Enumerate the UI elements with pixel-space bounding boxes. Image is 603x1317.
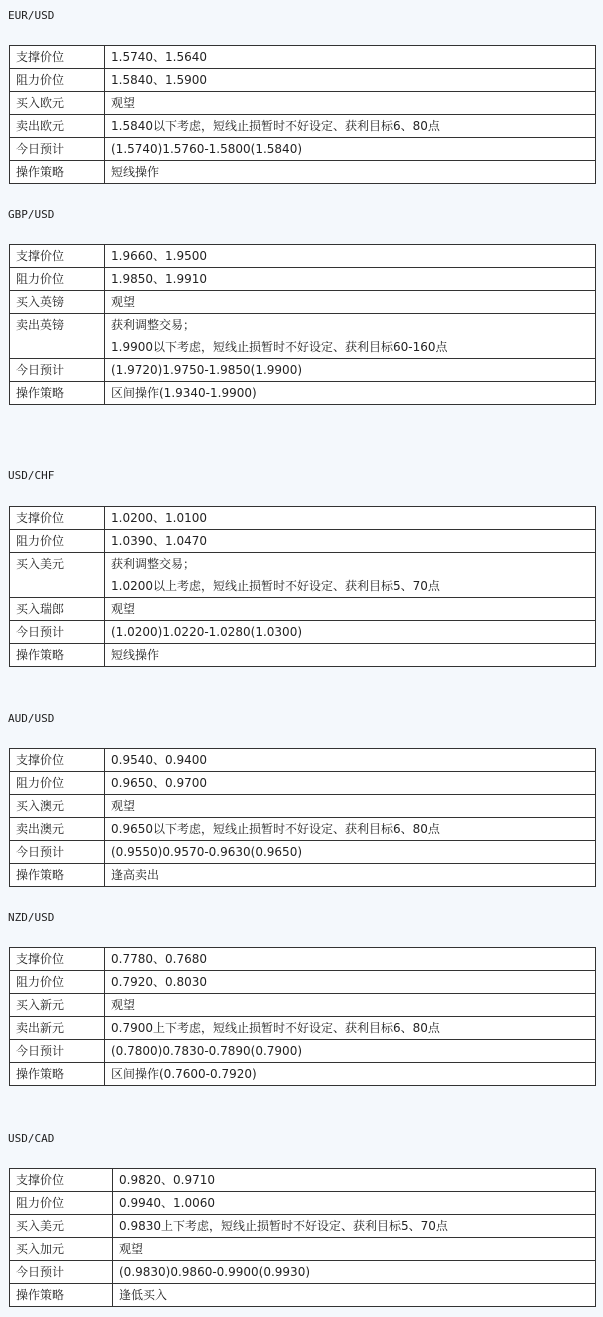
row-label: 阻力价位 — [10, 971, 105, 994]
row-value — [105, 749, 596, 772]
strategy-table — [9, 748, 596, 887]
strategy-table — [9, 45, 596, 184]
table-row — [10, 553, 596, 598]
row-label: 操作策略 — [10, 161, 105, 184]
row-label: 支撑价位 — [10, 1169, 113, 1192]
row-value — [105, 46, 596, 69]
row-label: 支撑价位 — [10, 749, 105, 772]
row-label: 操作策略 — [10, 864, 105, 887]
row-label: 买入加元 — [10, 1238, 113, 1261]
table-row — [10, 291, 596, 314]
row-label: 买入美元 — [10, 1215, 113, 1238]
row-value-line: 0.9650、0.9700 — [111, 776, 207, 790]
row-value — [105, 841, 596, 864]
table-row — [10, 1238, 596, 1261]
table-row — [10, 1284, 596, 1307]
table-row — [10, 507, 596, 530]
row-value-line: 1.0390、1.0470 — [111, 534, 207, 548]
row-value-line: 逢高卖出 — [111, 868, 160, 882]
table-row — [10, 948, 596, 971]
row-value-line: 短线操作 — [111, 648, 160, 662]
table-row — [10, 245, 596, 268]
row-value-line: 0.9650以下考虑，短线止损暂时不好设定、获利目标6、80点 — [111, 822, 440, 836]
row-value-line: 0.9540、0.9400 — [111, 753, 207, 767]
row-value — [105, 138, 596, 161]
row-value — [105, 1063, 596, 1086]
row-value-line: 获利调整交易； — [111, 557, 196, 571]
table-row — [10, 818, 596, 841]
row-label: 阻力价位 — [10, 530, 105, 553]
row-label: 阻力价位 — [10, 268, 105, 291]
row-label: 阻力价位 — [10, 772, 105, 795]
table-row — [10, 530, 596, 553]
row-value — [113, 1284, 596, 1307]
row-value-line: 1.5740、1.5640 — [111, 50, 207, 64]
row-value — [105, 245, 596, 268]
row-label: 卖出澳元 — [10, 818, 105, 841]
row-label: 支撑价位 — [10, 245, 105, 268]
table-row — [10, 1017, 596, 1040]
row-label: 买入瑞郎 — [10, 598, 105, 621]
row-value — [105, 772, 596, 795]
table-row — [10, 841, 596, 864]
row-label: 今日预计 — [10, 621, 105, 644]
table-row — [10, 772, 596, 795]
row-value — [105, 92, 596, 115]
table-row — [10, 1192, 596, 1215]
row-value-line: 1.0200、1.0100 — [111, 511, 207, 525]
row-value — [105, 621, 596, 644]
row-value-line: (1.9720)1.9750-1.9850(1.9900) — [111, 363, 303, 377]
row-value-line: 0.7900上下考虑，短线止损暂时不好设定、获利目标6、80点 — [111, 1021, 440, 1035]
currency-pair-title: USD/CHF — [8, 469, 55, 482]
table-row — [10, 115, 596, 138]
row-value-line: 1.5840、1.5900 — [111, 73, 207, 87]
row-label: 支撑价位 — [10, 507, 105, 530]
row-value-line: 1.5840以下考虑，短线止损暂时不好设定、获利目标6、80点 — [111, 119, 440, 133]
row-value-line: 1.9850、1.9910 — [111, 272, 207, 286]
row-value-line: (1.0200)1.0220-1.0280(1.0300) — [111, 625, 303, 639]
table-row — [10, 314, 596, 359]
row-value-line: (0.9830)0.9860-0.9900(0.9930) — [119, 1265, 311, 1279]
row-label: 阻力价位 — [10, 69, 105, 92]
table-row — [10, 359, 596, 382]
row-value-line: 观望 — [111, 602, 136, 616]
row-value — [105, 382, 596, 405]
table-row — [10, 864, 596, 887]
row-value — [105, 795, 596, 818]
row-value-line: 0.9830上下考虑，短线止损暂时不好设定、获利目标5、70点 — [119, 1219, 448, 1233]
table-row — [10, 1261, 596, 1284]
row-value — [105, 359, 596, 382]
row-value-line: 观望 — [111, 96, 136, 110]
row-label: 今日预计 — [10, 359, 105, 382]
table-row — [10, 382, 596, 405]
currency-pair-title: NZD/USD — [8, 911, 55, 924]
row-value — [105, 507, 596, 530]
table-row — [10, 268, 596, 291]
table-row — [10, 795, 596, 818]
row-value-line: (0.9550)0.9570-0.9630(0.9650) — [111, 845, 303, 859]
row-value — [105, 1040, 596, 1063]
row-value — [113, 1238, 596, 1261]
table-row — [10, 644, 596, 667]
table-row — [10, 994, 596, 1017]
currency-pair-title: GBP/USD — [8, 208, 55, 221]
row-value — [105, 644, 596, 667]
row-value — [105, 598, 596, 621]
row-value — [105, 161, 596, 184]
table-row — [10, 69, 596, 92]
row-label: 卖出新元 — [10, 1017, 105, 1040]
row-value-line: 逢低买入 — [119, 1288, 168, 1302]
row-label: 买入澳元 — [10, 795, 105, 818]
strategy-table — [9, 506, 596, 667]
row-label: 买入新元 — [10, 994, 105, 1017]
row-value-line: 区间操作(1.9340-1.9900) — [111, 386, 257, 400]
row-label: 操作策略 — [10, 1284, 113, 1307]
row-value-line: 0.7780、0.7680 — [111, 952, 207, 966]
row-value-line: (0.7800)0.7830-0.7890(0.7900) — [111, 1044, 303, 1058]
row-value-line: 0.9820、0.9710 — [119, 1173, 215, 1187]
row-value — [113, 1215, 596, 1238]
row-value — [105, 971, 596, 994]
currency-pair-title: EUR/USD — [8, 9, 55, 22]
table-row — [10, 598, 596, 621]
currency-pair-title: USD/CAD — [8, 1132, 55, 1145]
row-value — [113, 1261, 596, 1284]
table-row — [10, 749, 596, 772]
table-row — [10, 1169, 596, 1192]
row-value-line: 观望 — [111, 998, 136, 1012]
row-value — [105, 994, 596, 1017]
strategy-table — [9, 1168, 596, 1307]
row-label: 支撑价位 — [10, 46, 105, 69]
row-value — [105, 268, 596, 291]
row-value-line: 1.0200以上考虑，短线止损暂时不好设定、获利目标5、70点 — [111, 579, 440, 593]
row-value — [105, 69, 596, 92]
row-label: 买入欧元 — [10, 92, 105, 115]
row-label: 今日预计 — [10, 138, 105, 161]
row-value — [113, 1192, 596, 1215]
row-label: 卖出欧元 — [10, 115, 105, 138]
row-value — [105, 314, 596, 359]
table-row — [10, 46, 596, 69]
row-label: 操作策略 — [10, 644, 105, 667]
table-row — [10, 971, 596, 994]
row-label: 卖出英镑 — [10, 314, 105, 359]
row-value-line: 0.7920、0.8030 — [111, 975, 207, 989]
row-value-line: (1.5740)1.5760-1.5800(1.5840) — [111, 142, 303, 156]
row-label: 买入美元 — [10, 553, 105, 598]
row-label: 操作策略 — [10, 382, 105, 405]
row-value — [105, 818, 596, 841]
row-label: 买入英镑 — [10, 291, 105, 314]
row-value — [105, 530, 596, 553]
row-value-line: 1.9900以下考虑，短线止损暂时不好设定、获利目标60-160点 — [111, 340, 448, 354]
row-label: 阻力价位 — [10, 1192, 113, 1215]
table-row — [10, 1215, 596, 1238]
table-row — [10, 161, 596, 184]
strategy-table — [9, 244, 596, 405]
row-value — [105, 291, 596, 314]
row-label: 操作策略 — [10, 1063, 105, 1086]
table-row — [10, 1040, 596, 1063]
row-value-line: 观望 — [119, 1242, 144, 1256]
table-row — [10, 1063, 596, 1086]
row-value-line: 短线操作 — [111, 165, 160, 179]
row-value — [105, 115, 596, 138]
row-label: 今日预计 — [10, 1261, 113, 1284]
table-row — [10, 621, 596, 644]
strategy-table — [9, 947, 596, 1086]
currency-pair-title: AUD/USD — [8, 712, 55, 725]
row-value-line: 观望 — [111, 799, 136, 813]
row-value-line: 观望 — [111, 295, 136, 309]
table-row — [10, 92, 596, 115]
row-value — [113, 1169, 596, 1192]
table-row — [10, 138, 596, 161]
row-value — [105, 864, 596, 887]
row-value-line: 1.9660、1.9500 — [111, 249, 207, 263]
row-value — [105, 553, 596, 598]
row-value-line: 0.9940、1.0060 — [119, 1196, 215, 1210]
row-value — [105, 948, 596, 971]
row-label: 今日预计 — [10, 1040, 105, 1063]
row-value-line: 区间操作(0.7600-0.7920) — [111, 1067, 257, 1081]
row-label: 支撑价位 — [10, 948, 105, 971]
row-value — [105, 1017, 596, 1040]
row-value-line: 获利调整交易； — [111, 318, 196, 332]
row-label: 今日预计 — [10, 841, 105, 864]
